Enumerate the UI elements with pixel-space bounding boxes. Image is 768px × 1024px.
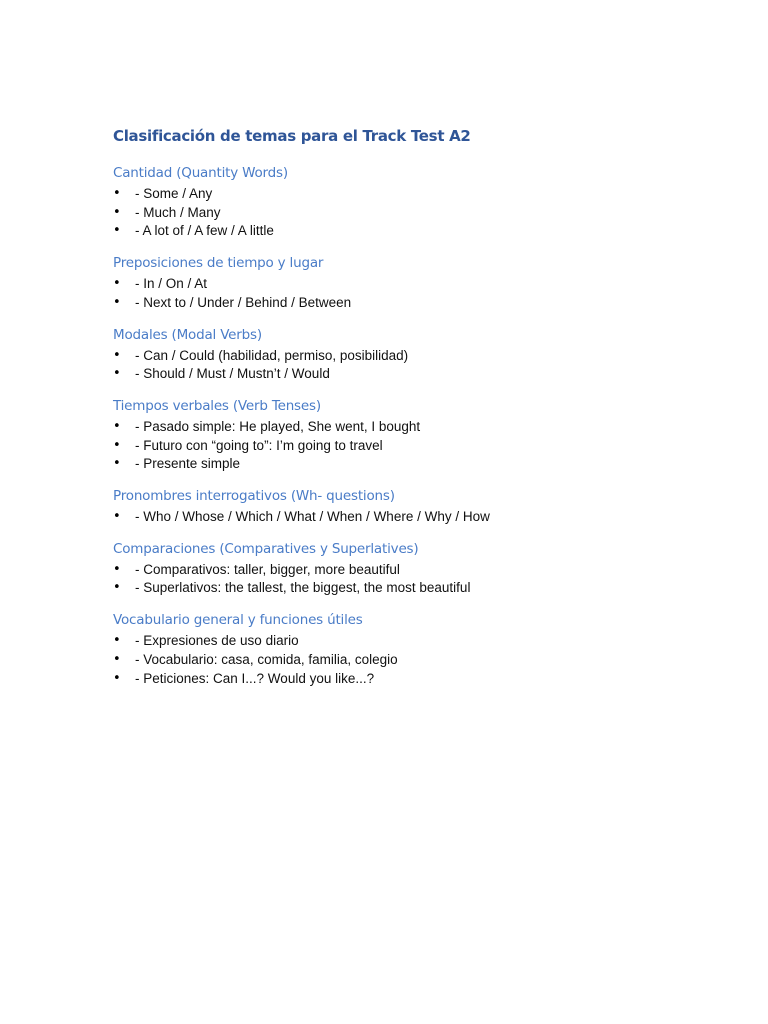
list-item xyxy=(113,222,713,241)
list-item-text: - Who / Whose / Which / What / When / Where / Why / How xyxy=(135,509,490,525)
list-item-text: - Comparativos: taller, bigger, more beautiful xyxy=(135,561,400,577)
bullet-icon: • xyxy=(113,580,121,596)
bullet-icon: • xyxy=(113,347,121,363)
document-title: Clasificación de temas para el Track Test A2 xyxy=(113,127,471,145)
list-item-text: - Pasado simple: He played, She went, I bought xyxy=(135,418,421,434)
bullet-icon: • xyxy=(113,437,121,453)
bullet-icon: • xyxy=(113,561,121,577)
list-item-text: - Should / Must / Mustn’t / Would xyxy=(135,366,330,382)
bullet-list xyxy=(113,632,713,688)
list-item xyxy=(113,508,713,527)
bullet-icon: • xyxy=(113,651,121,667)
list-item xyxy=(113,204,713,223)
list-item xyxy=(113,455,713,474)
list-item xyxy=(113,670,713,689)
section-prepositions xyxy=(113,253,713,312)
bullet-list xyxy=(113,185,713,241)
document-body xyxy=(113,124,713,700)
list-item xyxy=(113,185,713,204)
list-item-text: - Vocabulario: casa, comida, familia, colegio xyxy=(135,651,398,667)
bullet-icon: • xyxy=(113,418,121,434)
section-heading: Tiempos verbales (Verb Tenses) xyxy=(113,397,321,414)
bullet-icon: • xyxy=(113,186,121,201)
bullet-icon: • xyxy=(113,670,121,686)
list-item xyxy=(113,275,713,294)
list-item-text: - Much / Many xyxy=(135,204,221,220)
section-comparisons xyxy=(113,539,713,598)
list-item xyxy=(113,294,713,313)
list-item-text: - Can / Could (habilidad, permiso, posibilidad) xyxy=(135,347,409,363)
list-item xyxy=(113,437,713,456)
bullet-icon: • xyxy=(113,223,121,239)
section-vocabulary xyxy=(113,610,713,688)
section-heading: Comparaciones (Comparatives y Superlatives) xyxy=(113,540,419,557)
bullet-list xyxy=(113,347,713,384)
bullet-icon: • xyxy=(113,276,121,292)
bullet-list xyxy=(113,561,713,598)
list-item-text: - Peticiones: Can I...? Would you like...? xyxy=(135,670,375,686)
section-heading: Vocabulario general y funciones útiles xyxy=(113,612,363,629)
bullet-icon: • xyxy=(113,456,121,472)
list-item xyxy=(113,418,713,437)
list-item-text: - Superlativos: the tallest, the biggest, the most beautiful xyxy=(135,580,471,596)
bullet-icon: • xyxy=(113,366,121,382)
bullet-icon: • xyxy=(113,633,121,649)
bullet-icon: • xyxy=(113,204,121,220)
section-verb-tenses xyxy=(113,396,713,474)
section-heading: Modales (Modal Verbs) xyxy=(113,326,262,343)
section-quantity xyxy=(113,163,713,241)
list-item-text: - Presente simple xyxy=(135,456,241,472)
section-wh-questions xyxy=(113,486,713,527)
bullet-icon: • xyxy=(113,509,121,525)
list-item-text: - Futuro con “going to”: I’m going to travel xyxy=(135,437,383,453)
section-heading: Preposiciones de tiempo y lugar xyxy=(113,255,324,272)
list-item xyxy=(113,365,713,384)
section-heading: Cantidad (Quantity Words) xyxy=(113,165,288,181)
list-item xyxy=(113,579,713,598)
list-item-text: - In / On / At xyxy=(135,276,208,292)
bullet-list xyxy=(113,418,713,474)
section-heading: Pronombres interrogativos (Wh- questions) xyxy=(113,488,395,505)
bullet-list xyxy=(113,275,713,312)
section-modals xyxy=(113,325,713,384)
list-item-text: - Some / Any xyxy=(135,186,213,201)
list-item xyxy=(113,651,713,670)
bullet-list xyxy=(113,508,713,527)
list-item-text: - A lot of / A few / A little xyxy=(135,223,274,239)
bullet-icon: • xyxy=(113,294,121,310)
list-item xyxy=(113,347,713,366)
list-item-text: - Expresiones de uso diario xyxy=(135,633,299,649)
list-item-text: - Next to / Under / Behind / Between xyxy=(135,294,352,310)
list-item xyxy=(113,561,713,580)
list-item xyxy=(113,632,713,651)
